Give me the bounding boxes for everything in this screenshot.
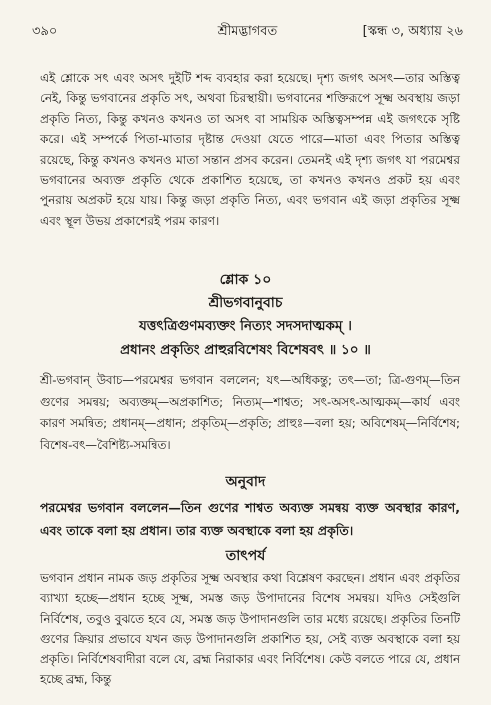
purport-heading: তাৎপর্য — [225, 548, 266, 564]
book-title: শ্রীমদ্ভাগবত — [217, 24, 278, 39]
word-for-word-synonyms: শ্রী-ভগবান্ উবাচ—পরমেশ্বর ভগবান বললেন; যৎ—অধিকন্তু; তৎ—তা; ত্রি-গুণম্—তিন গুণের সমন্বয়; অব্যক্তম্—অপ্রকাশিত; নিত্যম্—শাশ্বত; সৎ-অসৎ-আত্মকম্—কার্য এবং কারণ সমন্বিত; প্রধানম্—প্রধান; প্রকৃতিম্—প্রকৃতি; প্রাহুঃ—বলা হয়; অবিশেষম্—নির্বিশেষ; বিশেষ-বৎ—বৈশিষ্ট্য-সমন্বিত। — [40, 373, 460, 452]
verse-line-2: প্রধানং প্রকৃতিং প্রাহুরবিশেষং বিশেষবৎ ॥ ১০ ॥ — [120, 342, 371, 358]
translation-heading: অনুবাদ — [225, 474, 266, 490]
running-header — [32, 22, 463, 44]
intro-paragraph: এই শ্লোকে সৎ এবং অসৎ দুইটি শব্দ ব্যবহার করা হয়েছে। দৃশ্য জগৎ অসৎ—তার অস্তিত্ব নেই, কিন্তু ভগবানের প্রকৃতি সৎ, অথবা চিরস্থায়ী। ভগবানের শক্তিরূপে সূক্ষ্ম অবস্থায় জড়া প্রকৃতি নিত্য, কিন্তু কখনও কখনও তা অসৎ বা সাময়িক অস্তিত্বসম্পন্ন এই জগৎকে সৃষ্টি করে। এই সম্পর্কে পিতা-মাতার দৃষ্টান্ত দেওয়া যেতে পারে—মাতা এবং পিতার অস্তিত্ব রয়েছে, কিন্তু কখনও কখনও মাতা সন্তান প্রসব করেন। তেমনই এই দৃশ্য জগৎ যা পরমেশ্বর ভগবানের অব্যক্ত প্রকৃতি থেকে প্রকাশিত হয়েছে, তা কখনও কখনও প্রকট হয় এবং পুনরায় অপ্রকট হয়ে যায়। কিন্তু জড়া প্রকৃতি নিত্য, এবং ভগবান এই জড়া প্রকৃতির সূক্ষ্ম এবং স্থূল উভয় প্রকাশেরই পরম কারণ। — [40, 71, 460, 228]
page-number: ৩৯০ — [32, 24, 58, 39]
verse-title: শ্লোক ১০ — [219, 272, 272, 288]
purport-text: ভগবান প্রধান নামক জড় প্রকৃতির সূক্ষ্ম অবস্থার কথা বিশ্লেষণ করছেন। প্রধান এবং প্রকৃতির ব্যাখ্যা হচ্ছে—প্রধান হচ্ছে সূক্ষ্ম, সমস্ত জড় উপাদানের বিশেষ সমন্বয়। যদিও সেইগুলি নির্বিশেষ, তবুও বুঝতে হবে যে, সমস্ত জড় উপাদানগুলি তার মধ্যে রয়েছে। প্রকৃতির তিনটি গুণের ক্রিয়ার প্রভাবে যখন জড় উপাদানগুলি প্রকাশিত হয়, সেই ব্যক্ত অবস্থাকে বলা হয় প্রকৃতি। নির্বিশেষবাদীরা বলে যে, ব্রহ্ম নিরাকার এবং নির্বিশেষ। কেউ বলতে পারে যে, প্রধান হচ্ছে ব্রহ্ম, কিন্তু — [40, 571, 460, 687]
verse-speaker: শ্রীভগবানুবাচ — [208, 295, 283, 311]
verse-line-1: যত্তৎত্রিগুণমব্যক্তং নিত্যং সদসদাত্মকম্ । — [138, 318, 352, 334]
section-reference: [স্কন্ধ ৩, অধ্যায় ২৬ — [362, 24, 463, 39]
translation-text: পরমেশ্বর ভগবান বললেন—তিন গুণের শাশ্বত অব্যক্ত সমন্বয় ব্যক্ত অবস্থার কারণ, এবং তাকে বলা হয় প্রধান। তার ব্যক্ত অবস্থাকে বলা হয় প্রকৃতি। — [40, 500, 460, 538]
